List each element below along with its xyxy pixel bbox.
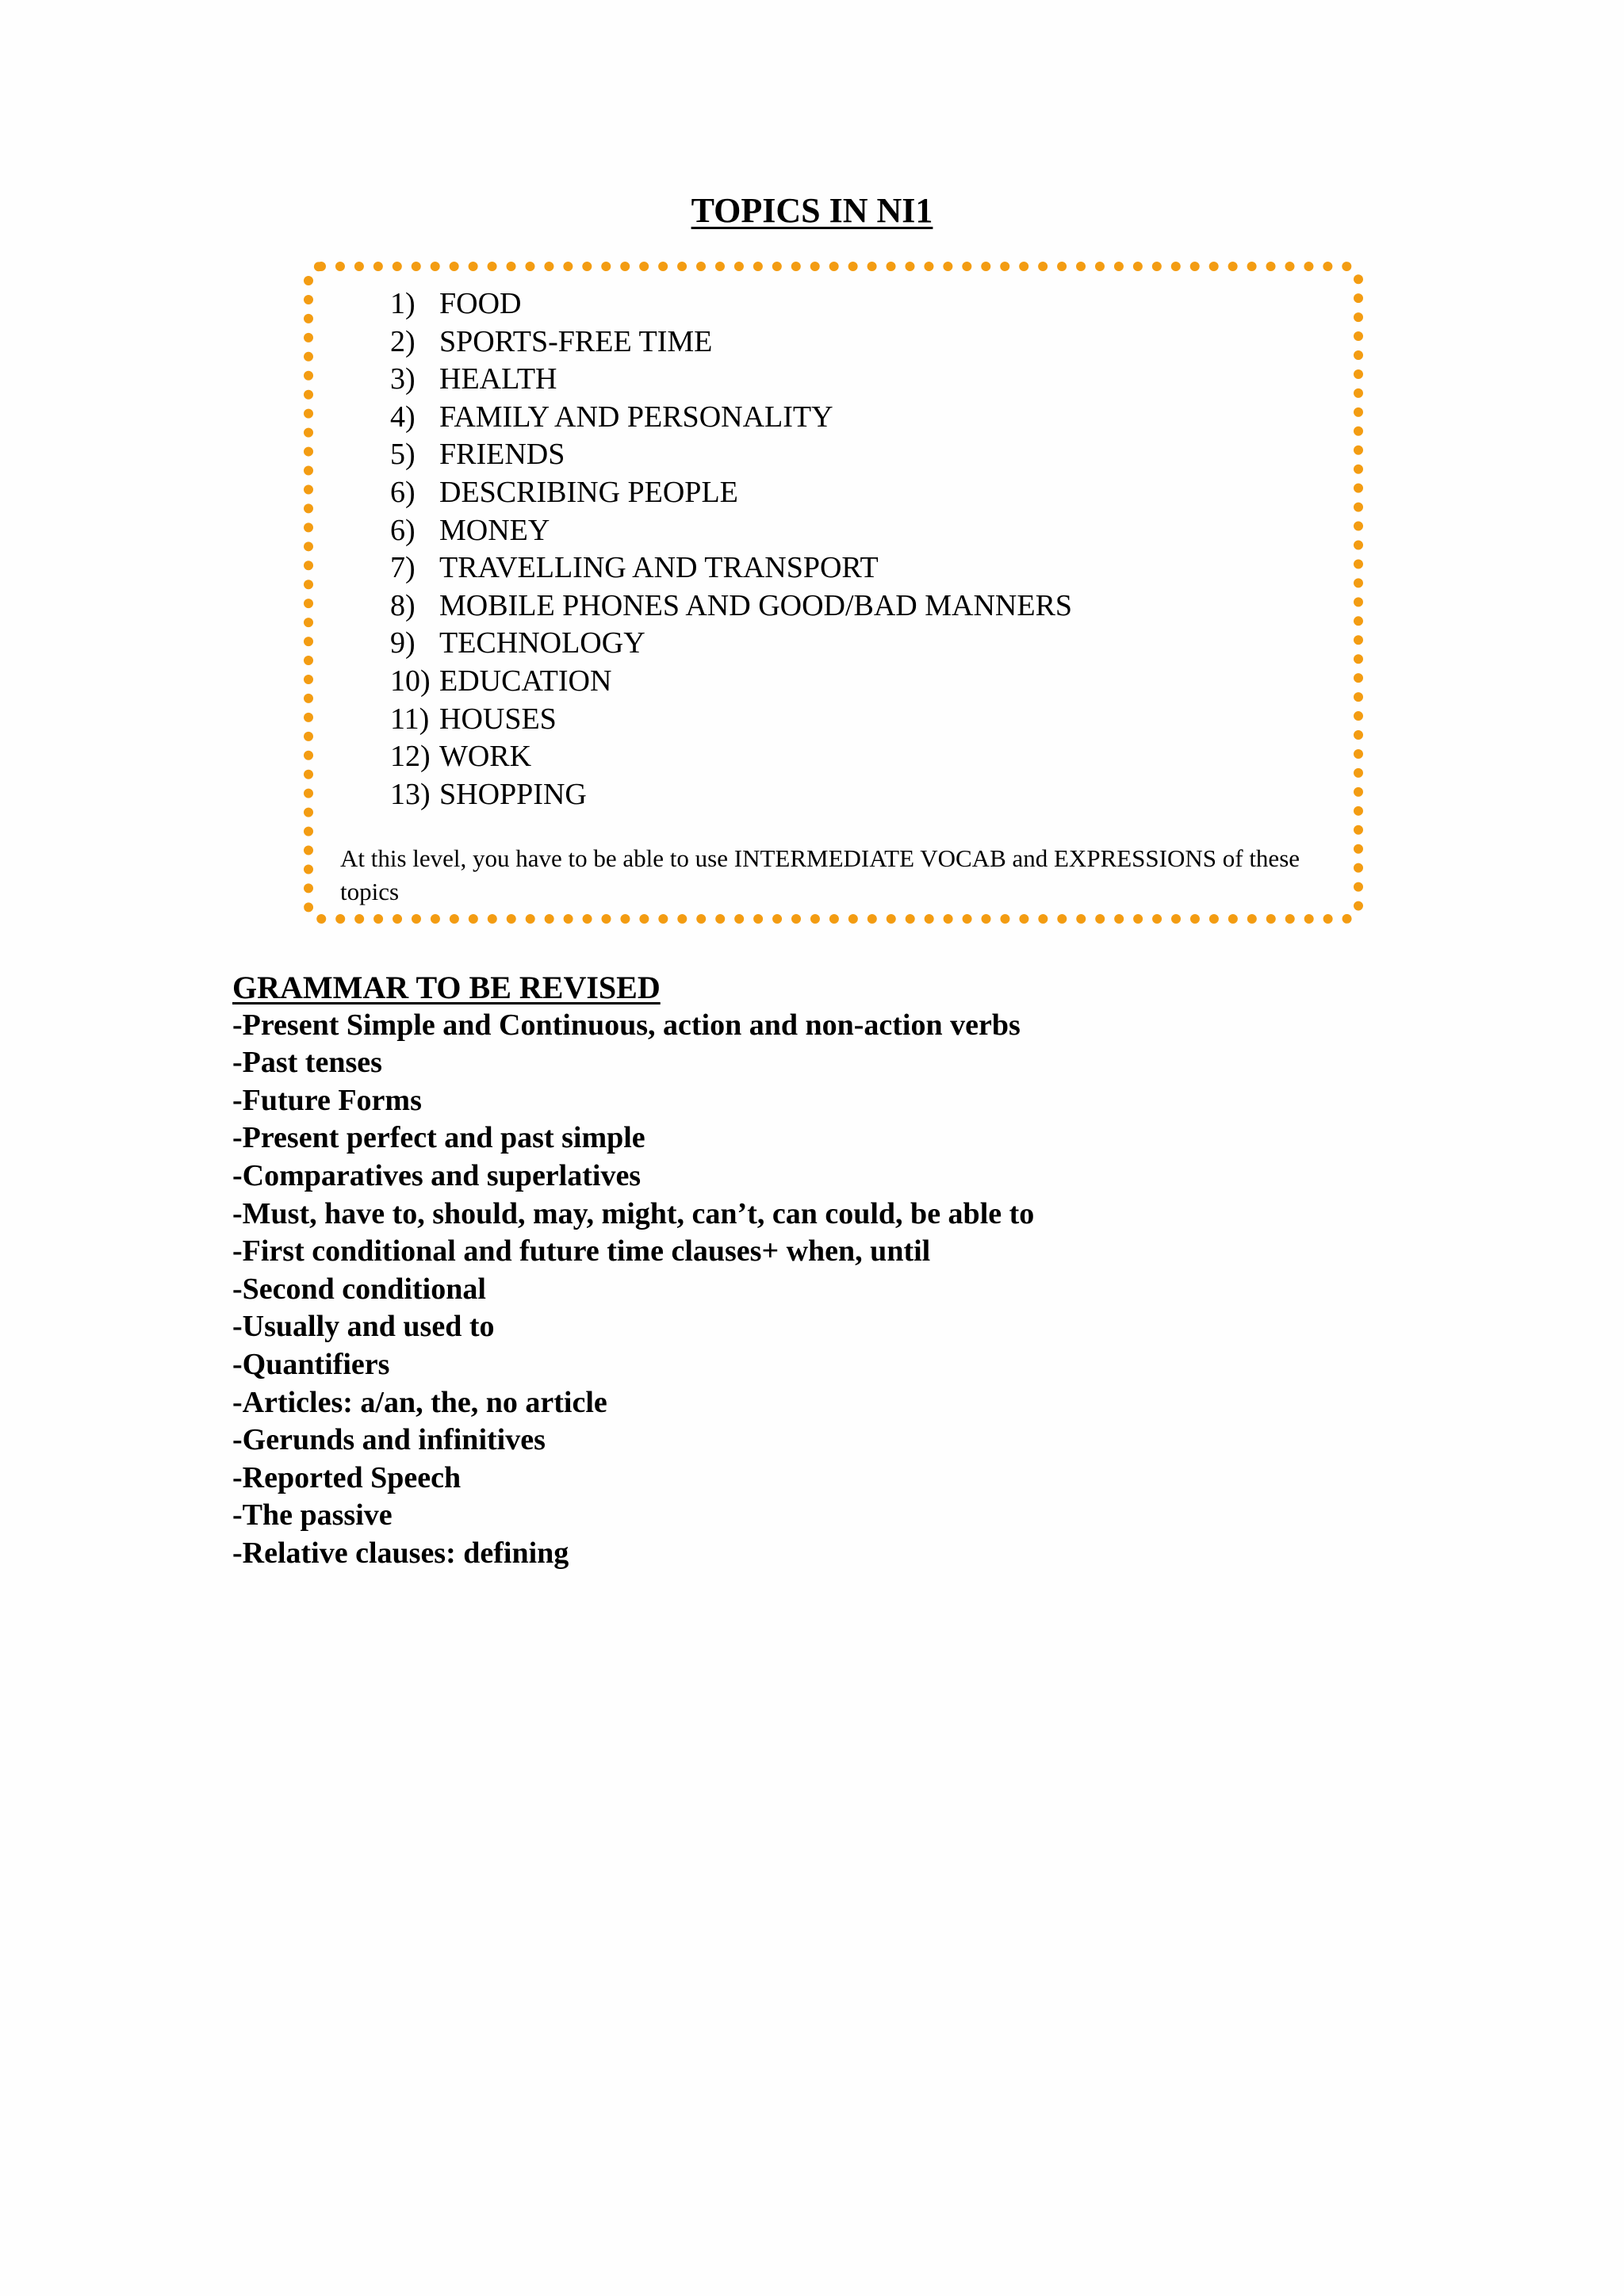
list-item: -Gerunds and infinitives bbox=[232, 1423, 546, 1457]
topics-box bbox=[304, 262, 1363, 924]
list-item: -Relative clauses: defining bbox=[232, 1536, 569, 1570]
list-item-number: 6) bbox=[390, 513, 416, 547]
list-item: -Comparatives and superlatives bbox=[232, 1158, 642, 1192]
list-item-label: MONEY bbox=[439, 513, 550, 547]
list-item bbox=[390, 587, 1072, 626]
list-item-label: DESCRIBING PEOPLE bbox=[439, 475, 738, 509]
list-item-label: HOUSES bbox=[439, 702, 557, 736]
list-item-number: 3) bbox=[390, 362, 416, 396]
list-item bbox=[390, 738, 1072, 776]
list-item-label: TECHNOLOGY bbox=[439, 626, 645, 660]
list-item-number: 2) bbox=[390, 324, 416, 358]
list-item bbox=[390, 361, 1072, 399]
list-item-label: EDUCATION bbox=[439, 664, 612, 698]
list-item bbox=[390, 549, 1072, 587]
list-item bbox=[390, 474, 1072, 512]
list-item bbox=[390, 512, 1072, 550]
list-item-label: HEALTH bbox=[439, 362, 557, 396]
list-item bbox=[390, 285, 1072, 323]
list-item bbox=[390, 323, 1072, 362]
list-item: -Articles: a/an, the, no article bbox=[232, 1385, 607, 1419]
topics-list bbox=[390, 285, 1072, 813]
list-item bbox=[390, 625, 1072, 663]
list-item: -Present Simple and Continuous, action and non-action verbs bbox=[232, 1008, 1021, 1042]
grammar-heading: GRAMMAR TO BE REVISED bbox=[232, 970, 661, 1005]
topics-note: At this level, you have to be able to use INTERMEDIATE VOCAB and EXPRESSIONS of these topics bbox=[340, 844, 1300, 905]
list-item: -The passive bbox=[232, 1498, 393, 1533]
list-item-label: WORK bbox=[439, 740, 532, 774]
list-item-number: 10) bbox=[390, 664, 431, 698]
list-item bbox=[390, 776, 1072, 814]
list-item-number: 13) bbox=[390, 777, 431, 811]
list-item: -Usually and used to bbox=[232, 1310, 495, 1344]
list-item bbox=[390, 663, 1072, 701]
list-item-number: 4) bbox=[390, 400, 416, 434]
list-item-label: FRIENDS bbox=[439, 438, 565, 472]
list-item: -First conditional and future time clauses+ when, until bbox=[232, 1234, 931, 1269]
list-item bbox=[390, 701, 1072, 739]
list-item-label: SPORTS-FREE TIME bbox=[439, 324, 713, 358]
list-item-number: 6) bbox=[390, 475, 416, 509]
list-item-label: FOOD bbox=[439, 287, 522, 320]
list-item: -Quantifiers bbox=[232, 1347, 390, 1381]
grammar-section bbox=[232, 969, 1034, 1573]
page-title: TOPICS IN NI1 bbox=[691, 191, 933, 230]
list-item-number: 8) bbox=[390, 588, 416, 622]
list-item-label: SHOPPING bbox=[439, 777, 587, 811]
list-item-number: 5) bbox=[390, 438, 416, 472]
list-item: -Reported Speech bbox=[232, 1460, 462, 1494]
list-item: -Must, have to, should, may, might, can’t, can could, be able to bbox=[232, 1196, 1035, 1230]
list-item: -Second conditional bbox=[232, 1272, 486, 1306]
list-item-number: 1) bbox=[390, 287, 416, 320]
list-item bbox=[390, 399, 1072, 437]
list-item-number: 7) bbox=[390, 551, 416, 585]
list-item: -Past tenses bbox=[232, 1046, 382, 1080]
list-item-label: TRAVELLING AND TRANSPORT bbox=[439, 551, 879, 585]
list-item-number: 11) bbox=[390, 702, 430, 736]
list-item-label: FAMILY AND PERSONALITY bbox=[439, 400, 833, 434]
list-item: -Future Forms bbox=[232, 1083, 422, 1117]
list-item-number: 9) bbox=[390, 626, 416, 660]
list-item: -Present perfect and past simple bbox=[232, 1121, 645, 1155]
grammar-list bbox=[232, 1007, 1034, 1573]
list-item-label: MOBILE PHONES AND GOOD/BAD MANNERS bbox=[439, 588, 1073, 622]
list-item bbox=[390, 436, 1072, 474]
list-item-number: 12) bbox=[390, 740, 431, 774]
